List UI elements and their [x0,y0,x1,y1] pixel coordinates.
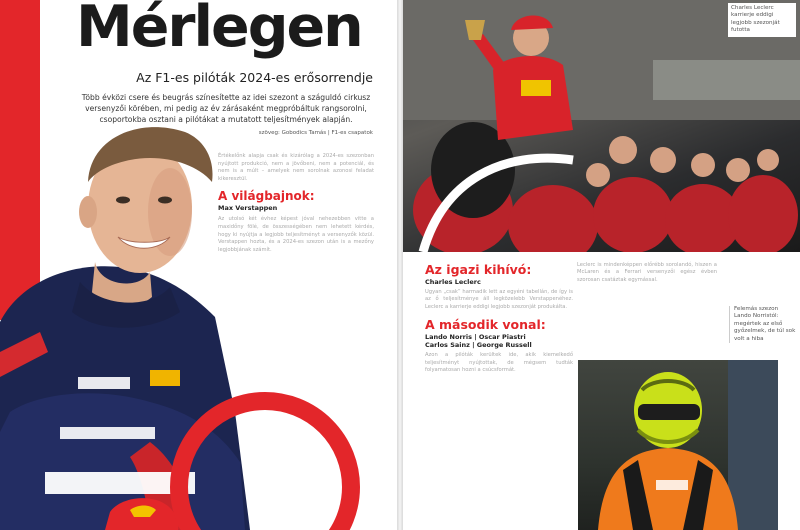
right-body-column-1 [425,262,573,380]
section-driver-name: Charles Leclerc [425,278,481,286]
section-driver-name: Max Verstappen [218,204,278,213]
body-paragraph: Az utolsó két évhez képest jóval nehezebben vitte a maxidőny fölé, de összességében nem lehetett kérdés, hogy ki nyújtja a legjobb teljesítményt a versenyzők közül. Verstappen hozta, és a 2024-es szezon után is a mezőny legjobbjának számít. [218,216,374,253]
body-paragraph: Értékelőnk alapja csak és kizárólag a 2024-es szezonban nyújtott produkció, nem a jövőbeni, nem a potenciál, és nem is a múlt – amelyek nem sorolnak azonosi feladat kikeresztül. [218,153,374,182]
right-body-column-2 [577,262,717,290]
page-subtitle: Az F1-es pilóták 2024-es erősorrendje [136,70,373,85]
celebration-illustration [403,0,800,252]
page-headline: Mérlegen [76,0,362,60]
photo-caption-leclerc: Charles Leclerc karrierje eddigi legjobb szezonját futotta [728,3,796,37]
body-paragraph: Ugyan „csak” harmadik lett az egyéni tabellán, de így is az ő teljesítménye áll legközelebb Verstappenéhez. Leclerc a karrierje eddigi legjobb szezonját produkálta. [425,289,573,310]
leclerc-celebration-photo [403,0,800,252]
section-title-challenger: Az igazi kihívó: [425,262,532,277]
left-body-column [218,153,374,260]
left-page [0,0,397,530]
intro-paragraph: Több évközi csere és beugrás színesítette az idei szezont a száguldó cirkusz versenyzői körében, mi pedig az év zárásaként megpróbáltuk rangsorolni, csoportokba osztani a pilótákat a mutatott teljesítmények alapján. [81,93,371,124]
norris-illustration [578,360,778,530]
body-paragraph: Leclerc is mindenképpen előrébb sorolandó, hiszen a McLaren és a Ferrari versenyzői egész évben szorosan csatáztak egymással. [577,262,717,283]
section-title-champion: A világbajnok: [218,189,315,204]
section-driver-names: Lando Norris | Oscar Piastri Carlos Sainz | George Russell [425,333,532,350]
body-paragraph: Azon a pilóták kerültek ide, akik kiemelkedő teljesítményt nyújtottak, de mégsem tudták folyamatosan hozni a csúcsformát. [425,352,573,374]
section-title-second-line: A második vonal: [425,317,546,333]
byline: szöveg: Gobodics Tamás | F1-es csapatok [258,130,373,136]
right-page [403,0,800,530]
norris-photo [578,360,778,530]
photo-caption-norris: Felemás szezon Lando Norristól: megértek az első győzelmek, de túl sok volt a hiba [729,306,796,343]
